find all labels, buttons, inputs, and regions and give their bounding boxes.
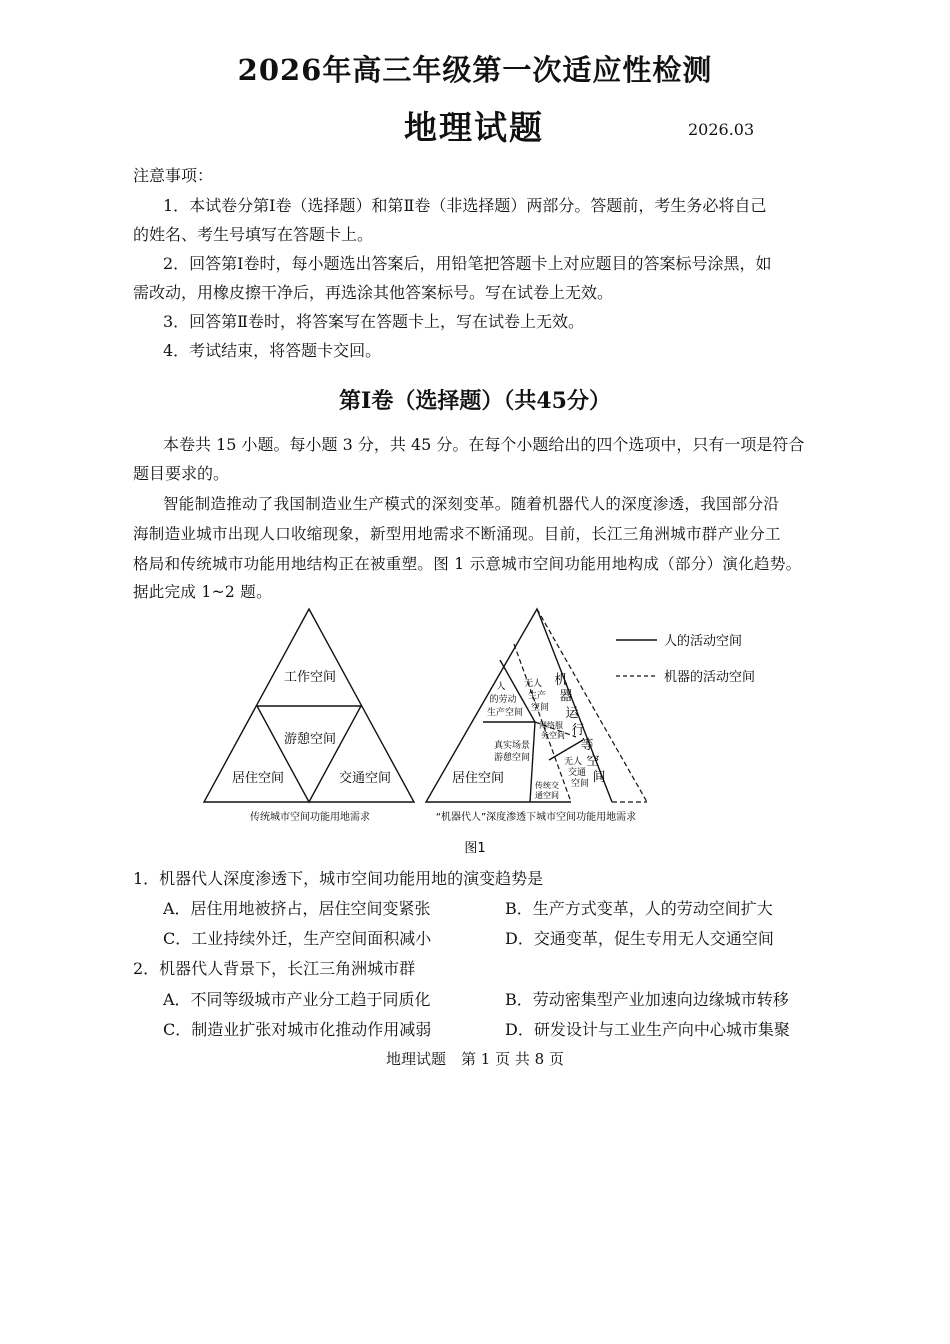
- notice-item-2a: 2．回答第Ⅰ卷时，每小题选出答案后，用铅笔把答题卡上对应题目的答案标号涂黑，如: [163, 254, 772, 273]
- machine-space-char-7: 间: [592, 770, 606, 785]
- section-intro-2: 题目要求的。: [133, 464, 230, 483]
- figure-label: 图1: [464, 841, 486, 856]
- right-unmanned-prod-3: 空间: [530, 703, 550, 713]
- machine-space-char-3: 运: [565, 706, 579, 721]
- right-unmanned-traffic-1: 无人: [563, 757, 583, 767]
- machine-space-char-1: 机: [554, 673, 568, 688]
- legend-machine: 机器的活动空间: [664, 670, 756, 685]
- figure-1: [0, 600, 950, 860]
- right-unmanned-traffic-3: 空间: [570, 779, 590, 789]
- right-human-labor-1: 人: [496, 682, 506, 692]
- right-network-1: 网络服: [539, 721, 563, 730]
- passage-line-2: 海制造业城市出现人口收缩现象，新型用地需求不断涌现。目前，长江三角洲城市群产业分工: [133, 525, 781, 543]
- passage-line-3: 格局和传统城市功能用地结构正在被重塑。图 1 示意城市空间功能用地构成（部分）演化趋势。: [133, 555, 802, 573]
- right-trad-traffic-1: 传统交: [535, 781, 559, 790]
- question-1-stem: 1．机器代人深度渗透下，城市空间功能用地的演变趋势是: [133, 869, 544, 888]
- right-unmanned-prod-2: 生产: [527, 691, 547, 701]
- right-caption: “机器代人”深度渗透下城市空间功能用地需求: [435, 812, 637, 823]
- question-1-option-d[interactable]: D．交通变革，促生专用无人交通空间: [505, 929, 774, 948]
- passage-line-1: 智能制造推动了我国制造业生产模式的深刻变革。随着机器代人的深度渗透，我国部分沿: [163, 495, 780, 513]
- right-unmanned-prod-1: 无人: [523, 679, 543, 689]
- machine-space-char-4: 行: [571, 723, 585, 738]
- notice-item-3: 3．回答第Ⅱ卷时，将答案写在答题卡上，写在试卷上无效。: [163, 312, 585, 331]
- left-work-space: 工作空间: [283, 670, 337, 685]
- question-2-option-a[interactable]: A．不同等级城市产业分工趋于同质化: [163, 990, 431, 1009]
- question-2-option-d[interactable]: D．研发设计与工业生产向中心城市集聚: [505, 1020, 790, 1039]
- notice-item-2b: 需改动，用橡皮擦干净后，再选涂其他答案标号。写在试卷上无效。: [133, 283, 614, 302]
- notice-item-1a: 1．本试卷分第Ⅰ卷（选择题）和第Ⅱ卷（非选择题）两部分。答题前，考生务必将自己: [163, 196, 767, 215]
- right-human-labor-3: 生产空间: [486, 708, 524, 718]
- left-traffic-space: 交通空间: [338, 771, 392, 786]
- question-2-stem: 2．机器代人背景下，长江三角洲城市群: [133, 959, 416, 978]
- left-living-space: 居住空间: [231, 771, 285, 786]
- passage-line-4: 据此完成 1~2 题。: [133, 583, 272, 601]
- machine-space-char-2: 器: [559, 689, 573, 704]
- notice-item-1b: 的姓名、考生号填写在答题卡上。: [133, 225, 374, 244]
- section-title: 第Ⅰ卷（选择题）（共45分）: [339, 388, 611, 414]
- right-trad-traffic-2: 通空间: [535, 791, 559, 800]
- section-intro-1: 本卷共 15 小题。每小题 3 分，共 45 分。在每个小题给出的四个选项中，只有一项是符合: [163, 435, 805, 454]
- subject-title: 地理试题: [404, 108, 544, 147]
- notice-heading: 注意事项：: [133, 166, 214, 185]
- left-caption: 传统城市空间功能用地需求: [250, 812, 370, 823]
- exam-title: 2026年高三年级第一次适应性检测: [237, 53, 713, 87]
- legend-human: 人的活动空间: [664, 634, 743, 649]
- question-2-option-c[interactable]: C．制造业扩张对城市化推动作用减弱: [163, 1020, 432, 1039]
- left-leisure-space: 游憩空间: [283, 732, 337, 747]
- right-real-scene-1: 真实场景: [493, 741, 531, 751]
- question-1-option-a[interactable]: A．居住用地被挤占，居住空间变紧张: [163, 899, 431, 918]
- question-1-option-c[interactable]: C．工业持续外迁，生产空间面积减小: [163, 929, 432, 948]
- notice-item-4: 4．考试结束，将答题卡交回。: [163, 341, 382, 360]
- exam-date: 2026.03: [688, 120, 755, 139]
- machine-space-char-5: 等: [580, 738, 594, 753]
- right-human-labor-2: 的劳动: [489, 695, 517, 705]
- machine-space-char-6: 空: [586, 754, 600, 769]
- question-1-option-b[interactable]: B．生产方式变革，人的劳动空间扩大: [505, 899, 773, 918]
- right-real-scene-2: 游憩空间: [493, 753, 531, 763]
- question-2-option-b[interactable]: B．劳动密集型产业加速向边缘城市转移: [505, 990, 789, 1009]
- right-unmanned-traffic-2: 交通: [567, 768, 587, 778]
- page-footer: 地理试题 第 1 页 共 8 页: [386, 1050, 564, 1068]
- right-living-space: 居住空间: [451, 771, 505, 786]
- right-network-2: 务空间: [541, 731, 565, 740]
